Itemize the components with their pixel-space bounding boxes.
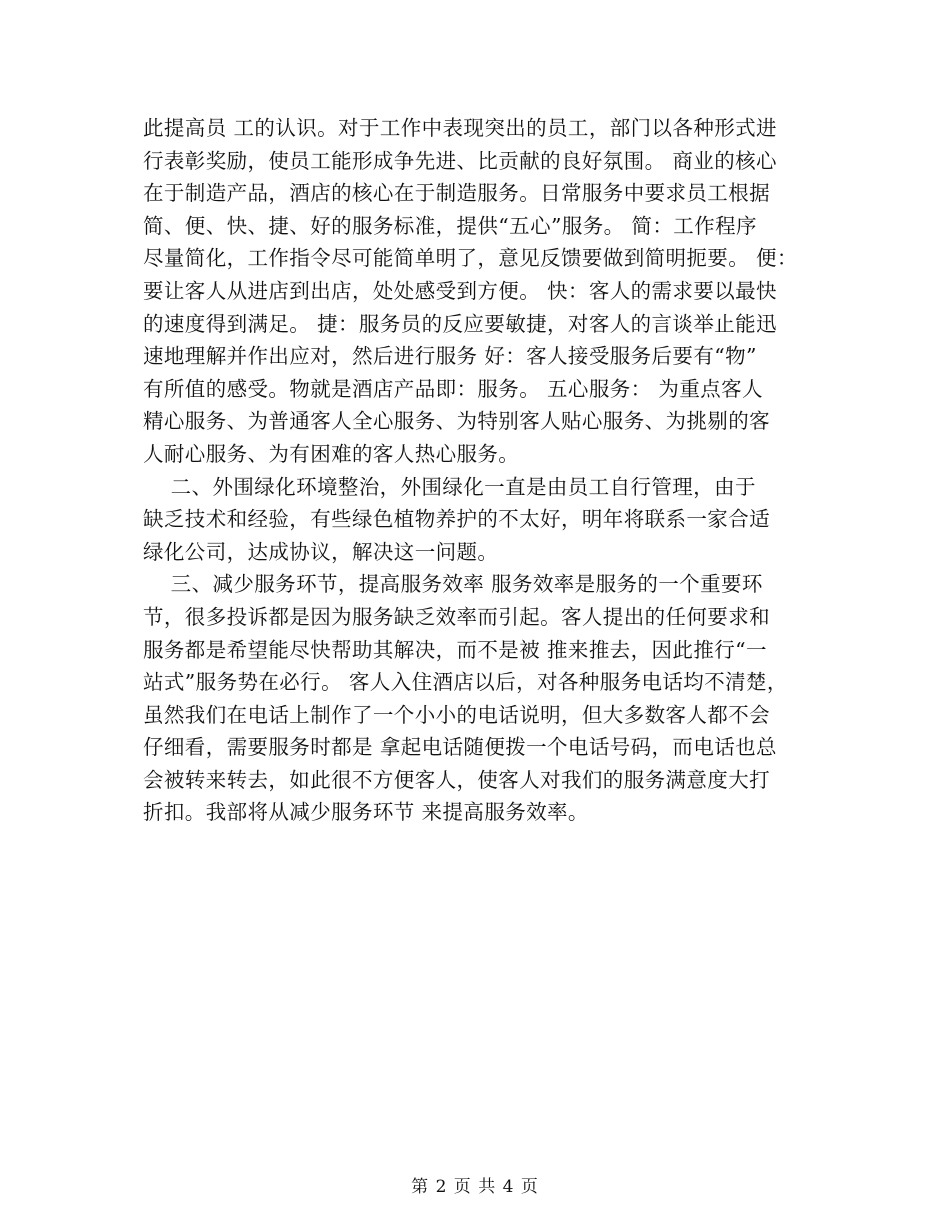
text-line: 节，很多投诉都是因为服务缺乏效率而引起。客人提出的任何要求和 [143,604,770,629]
text-line: 简、便、快、捷、好的服务标准，提供“五心”服务。 简：工作程序 [143,213,757,238]
page-footer: 第 2 页 共 4 页 [411,1177,539,1197]
text-line: 绿化公司，达成协议，解决这一问题。 [143,539,499,564]
text-line: 行表彰奖励，使员工能形成争先进、比贡献的良好氛围。 商业的核心 [143,148,777,173]
text-line: 速地理解并作出应对，然后进行服务 好：客人接受服务后要有“物” [143,344,757,369]
body-text [143,112,823,829]
text-line: 有所值的感受。物就是酒店产品即：服务。 五心服务： 为重点客人 [143,376,763,401]
text-line: 缺乏技术和经验，有些绿色植物养护的不太好，明年将联系一家合适 [143,507,770,532]
text-line: 人耐心服务、为有困难的客人热心服务。 [143,441,520,466]
text-line: 仔细看，需要服务时都是 拿起电话随便拨一个电话号码，而电话也总 [143,735,777,760]
text-line: 此提高员 工的认识。对于工作中表现突出的员工，部门以各种形式进 [143,116,777,140]
text-line: 虽然我们在电话上制作了一个小小的电话说明，但大多数客人都不会 [143,702,770,727]
text-line: 在于制造产品，酒店的核心在于制造服务。日常服务中要求员工根据 [143,181,770,206]
text-line: 三、减少服务环节，提高服务效率 服务效率是服务的一个重要环 [143,572,763,597]
text-line: 的速度得到满足。 捷：服务员的反应要敏捷，对客人的言谈举止能迅 [143,311,777,336]
text-line: 尽量简化，工作指令尽可能简单明了，意见反馈要做到简明扼要。 便： [143,246,798,271]
text-line: 会被转来转去，如此很不方便客人，使客人对我们的服务满意度大打 [143,767,770,792]
text-line: 二、外围绿化环境整治，外围绿化一直是由员工自行管理，由于 [143,474,756,499]
text-line: 折扣。我部将从减少服务环节 来提高服务效率。 [143,800,589,825]
text-line: 精心服务、为普通客人全心服务、为特别客人贴心服务、为挑剔的客 [143,409,770,434]
text-line: 要让客人从进店到出店，处处感受到方便。 快：客人的需求要以最快 [143,278,777,303]
text-line: 服务都是希望能尽快帮助其解决，而不是被 推来推去，因此推行“一 [143,637,767,662]
text-line: 站式”服务势在必行。 客人入住酒店以后，对各种服务电话均不清楚， [143,670,788,695]
